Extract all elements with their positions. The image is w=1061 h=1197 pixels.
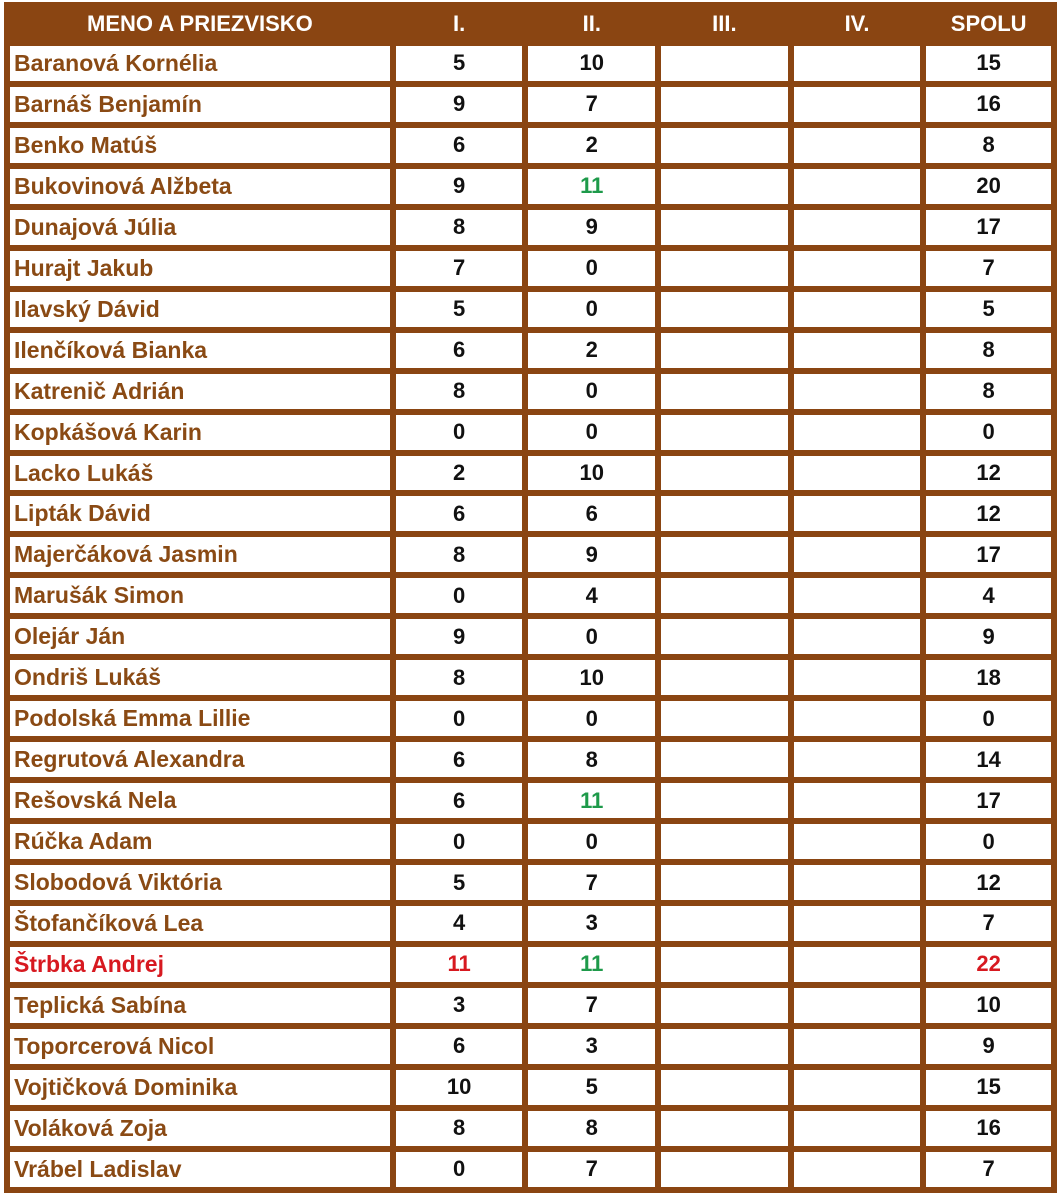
cell-round-1: 6 — [393, 1026, 526, 1067]
cell-round-4 — [791, 862, 924, 903]
cell-name: Majerčáková Jasmin — [7, 534, 393, 575]
cell-name: Vojtičková Dominika — [7, 1067, 393, 1108]
cell-round-4 — [791, 821, 924, 862]
cell-round-4 — [791, 780, 924, 821]
cell-round-3 — [658, 739, 791, 780]
cell-round-2: 0 — [525, 371, 658, 412]
cell-round-2: 10 — [525, 43, 658, 84]
cell-round-1: 9 — [393, 166, 526, 207]
cell-round-4 — [791, 534, 924, 575]
cell-round-2: 9 — [525, 534, 658, 575]
cell-total: 16 — [923, 1108, 1054, 1149]
cell-round-4 — [791, 43, 924, 84]
cell-round-1: 11 — [393, 944, 526, 985]
cell-round-1: 5 — [393, 862, 526, 903]
cell-round-4 — [791, 371, 924, 412]
cell-round-1: 5 — [393, 289, 526, 330]
cell-round-2: 8 — [525, 739, 658, 780]
cell-round-2: 10 — [525, 453, 658, 494]
cell-total: 22 — [923, 944, 1054, 985]
cell-round-3 — [658, 84, 791, 125]
cell-round-2: 0 — [525, 821, 658, 862]
cell-round-1: 6 — [393, 493, 526, 534]
cell-round-4 — [791, 944, 924, 985]
cell-name: Hurajt Jakub — [7, 248, 393, 289]
table-row — [7, 862, 1054, 903]
cell-name: Olejár Ján — [7, 616, 393, 657]
cell-round-1: 9 — [393, 616, 526, 657]
header-round-2: II. — [525, 5, 658, 43]
cell-round-1: 7 — [393, 248, 526, 289]
cell-total: 17 — [923, 207, 1054, 248]
table-row — [7, 125, 1054, 166]
cell-name: Teplická Sabína — [7, 985, 393, 1026]
cell-round-3 — [658, 657, 791, 698]
cell-round-2: 11 — [525, 780, 658, 821]
cell-total: 12 — [923, 493, 1054, 534]
cell-round-2: 0 — [525, 289, 658, 330]
cell-total: 8 — [923, 371, 1054, 412]
header-total: SPOLU — [923, 5, 1054, 43]
cell-total: 5 — [923, 289, 1054, 330]
cell-round-4 — [791, 453, 924, 494]
cell-total: 16 — [923, 84, 1054, 125]
cell-round-1: 8 — [393, 657, 526, 698]
cell-name: Rešovská Nela — [7, 780, 393, 821]
cell-round-3 — [658, 575, 791, 616]
cell-round-2: 10 — [525, 657, 658, 698]
cell-round-1: 5 — [393, 43, 526, 84]
cell-total: 7 — [923, 1149, 1054, 1190]
cell-total: 0 — [923, 821, 1054, 862]
table-row — [7, 780, 1054, 821]
cell-name: Bukovinová Alžbeta — [7, 166, 393, 207]
cell-round-4 — [791, 248, 924, 289]
table-row — [7, 166, 1054, 207]
table-row — [7, 248, 1054, 289]
cell-total: 0 — [923, 698, 1054, 739]
table-row — [7, 289, 1054, 330]
cell-round-3 — [658, 166, 791, 207]
cell-round-3 — [658, 125, 791, 166]
cell-round-2: 11 — [525, 166, 658, 207]
cell-round-4 — [791, 575, 924, 616]
cell-round-1: 4 — [393, 903, 526, 944]
cell-round-1: 0 — [393, 575, 526, 616]
cell-name: Štrbka Andrej — [7, 944, 393, 985]
cell-round-3 — [658, 43, 791, 84]
header-row — [7, 5, 1054, 43]
cell-name: Kopkášová Karin — [7, 412, 393, 453]
cell-round-4 — [791, 493, 924, 534]
cell-round-4 — [791, 1108, 924, 1149]
cell-round-3 — [658, 453, 791, 494]
cell-round-1: 10 — [393, 1067, 526, 1108]
cell-round-2: 7 — [525, 84, 658, 125]
cell-total: 8 — [923, 330, 1054, 371]
cell-name: Ilavský Dávid — [7, 289, 393, 330]
cell-round-1: 9 — [393, 84, 526, 125]
cell-round-4 — [791, 739, 924, 780]
results-table — [4, 2, 1057, 1193]
cell-round-4 — [791, 125, 924, 166]
cell-round-4 — [791, 1067, 924, 1108]
table-row — [7, 944, 1054, 985]
cell-total: 18 — [923, 657, 1054, 698]
cell-round-4 — [791, 412, 924, 453]
cell-round-3 — [658, 944, 791, 985]
header-name: MENO A PRIEZVISKO — [7, 5, 393, 43]
cell-round-3 — [658, 289, 791, 330]
cell-round-3 — [658, 985, 791, 1026]
cell-round-1: 6 — [393, 330, 526, 371]
cell-name: Katrenič Adrián — [7, 371, 393, 412]
cell-round-4 — [791, 1149, 924, 1190]
table-row — [7, 657, 1054, 698]
cell-name: Lacko Lukáš — [7, 453, 393, 494]
table-row — [7, 43, 1054, 84]
cell-round-4 — [791, 657, 924, 698]
cell-round-3 — [658, 371, 791, 412]
cell-round-2: 7 — [525, 985, 658, 1026]
cell-name: Ilenčíková Bianka — [7, 330, 393, 371]
cell-name: Vrábel Ladislav — [7, 1149, 393, 1190]
cell-round-2: 2 — [525, 330, 658, 371]
cell-name: Slobodová Viktória — [7, 862, 393, 903]
cell-round-2: 4 — [525, 575, 658, 616]
cell-name: Marušák Simon — [7, 575, 393, 616]
cell-name: Štofančíková Lea — [7, 903, 393, 944]
cell-round-2: 6 — [525, 493, 658, 534]
header-round-4: IV. — [791, 5, 924, 43]
cell-round-1: 0 — [393, 412, 526, 453]
cell-name: Toporcerová Nicol — [7, 1026, 393, 1067]
table-row — [7, 1149, 1054, 1190]
cell-total: 7 — [923, 248, 1054, 289]
cell-name: Rúčka Adam — [7, 821, 393, 862]
table-row — [7, 534, 1054, 575]
table-row — [7, 903, 1054, 944]
cell-round-4 — [791, 1026, 924, 1067]
header-round-1: I. — [393, 5, 526, 43]
cell-round-4 — [791, 207, 924, 248]
cell-round-1: 6 — [393, 125, 526, 166]
table-row — [7, 330, 1054, 371]
cell-round-2: 0 — [525, 248, 658, 289]
cell-round-1: 6 — [393, 739, 526, 780]
cell-round-3 — [658, 412, 791, 453]
table-row — [7, 453, 1054, 494]
cell-round-1: 2 — [393, 453, 526, 494]
cell-round-3 — [658, 1026, 791, 1067]
table-row — [7, 575, 1054, 616]
cell-total: 17 — [923, 780, 1054, 821]
cell-round-2: 7 — [525, 1149, 658, 1190]
cell-round-4 — [791, 84, 924, 125]
cell-round-4 — [791, 616, 924, 657]
cell-name: Baranová Kornélia — [7, 43, 393, 84]
cell-round-2: 0 — [525, 412, 658, 453]
table-row — [7, 493, 1054, 534]
cell-round-3 — [658, 903, 791, 944]
cell-round-4 — [791, 289, 924, 330]
cell-total: 9 — [923, 616, 1054, 657]
cell-round-3 — [658, 493, 791, 534]
header-round-3: III. — [658, 5, 791, 43]
cell-name: Barnáš Benjamín — [7, 84, 393, 125]
cell-total: 7 — [923, 903, 1054, 944]
cell-round-1: 8 — [393, 1108, 526, 1149]
cell-round-2: 0 — [525, 698, 658, 739]
cell-round-2: 2 — [525, 125, 658, 166]
cell-round-3 — [658, 1149, 791, 1190]
cell-round-2: 11 — [525, 944, 658, 985]
cell-total: 12 — [923, 453, 1054, 494]
cell-round-1: 0 — [393, 1149, 526, 1190]
cell-round-1: 0 — [393, 698, 526, 739]
cell-round-2: 0 — [525, 616, 658, 657]
cell-round-3 — [658, 698, 791, 739]
cell-name: Benko Matúš — [7, 125, 393, 166]
cell-total: 12 — [923, 862, 1054, 903]
cell-total: 15 — [923, 1067, 1054, 1108]
table-row — [7, 698, 1054, 739]
cell-total: 20 — [923, 166, 1054, 207]
table-row — [7, 84, 1054, 125]
cell-round-3 — [658, 330, 791, 371]
cell-round-4 — [791, 330, 924, 371]
cell-name: Ondriš Lukáš — [7, 657, 393, 698]
cell-round-3 — [658, 862, 791, 903]
table-row — [7, 739, 1054, 780]
cell-total: 17 — [923, 534, 1054, 575]
cell-round-1: 6 — [393, 780, 526, 821]
cell-round-3 — [658, 1067, 791, 1108]
cell-round-4 — [791, 903, 924, 944]
cell-total: 0 — [923, 412, 1054, 453]
cell-round-2: 9 — [525, 207, 658, 248]
cell-round-3 — [658, 534, 791, 575]
cell-name: Podolská Emma Lillie — [7, 698, 393, 739]
cell-round-2: 7 — [525, 862, 658, 903]
cell-round-1: 0 — [393, 821, 526, 862]
cell-round-3 — [658, 1108, 791, 1149]
cell-round-1: 8 — [393, 207, 526, 248]
cell-round-3 — [658, 248, 791, 289]
cell-name: Regrutová Alexandra — [7, 739, 393, 780]
cell-round-1: 8 — [393, 534, 526, 575]
cell-round-2: 5 — [525, 1067, 658, 1108]
table-row — [7, 616, 1054, 657]
cell-total: 15 — [923, 43, 1054, 84]
cell-round-1: 3 — [393, 985, 526, 1026]
table-row — [7, 821, 1054, 862]
cell-total: 4 — [923, 575, 1054, 616]
cell-total: 9 — [923, 1026, 1054, 1067]
cell-round-2: 8 — [525, 1108, 658, 1149]
cell-round-4 — [791, 985, 924, 1026]
cell-total: 8 — [923, 125, 1054, 166]
table-row — [7, 1026, 1054, 1067]
cell-total: 14 — [923, 739, 1054, 780]
cell-round-3 — [658, 780, 791, 821]
cell-round-4 — [791, 698, 924, 739]
cell-round-2: 3 — [525, 1026, 658, 1067]
cell-round-1: 8 — [393, 371, 526, 412]
cell-round-2: 3 — [525, 903, 658, 944]
cell-total: 10 — [923, 985, 1054, 1026]
cell-round-3 — [658, 616, 791, 657]
table-row — [7, 371, 1054, 412]
cell-name: Dunajová Júlia — [7, 207, 393, 248]
table-row — [7, 985, 1054, 1026]
table-row — [7, 1108, 1054, 1149]
table-row — [7, 412, 1054, 453]
cell-name: Voláková Zoja — [7, 1108, 393, 1149]
cell-round-3 — [658, 821, 791, 862]
table-body — [7, 43, 1054, 1190]
table-row — [7, 207, 1054, 248]
cell-round-4 — [791, 166, 924, 207]
table-row — [7, 1067, 1054, 1108]
cell-name: Lipták Dávid — [7, 493, 393, 534]
cell-round-3 — [658, 207, 791, 248]
